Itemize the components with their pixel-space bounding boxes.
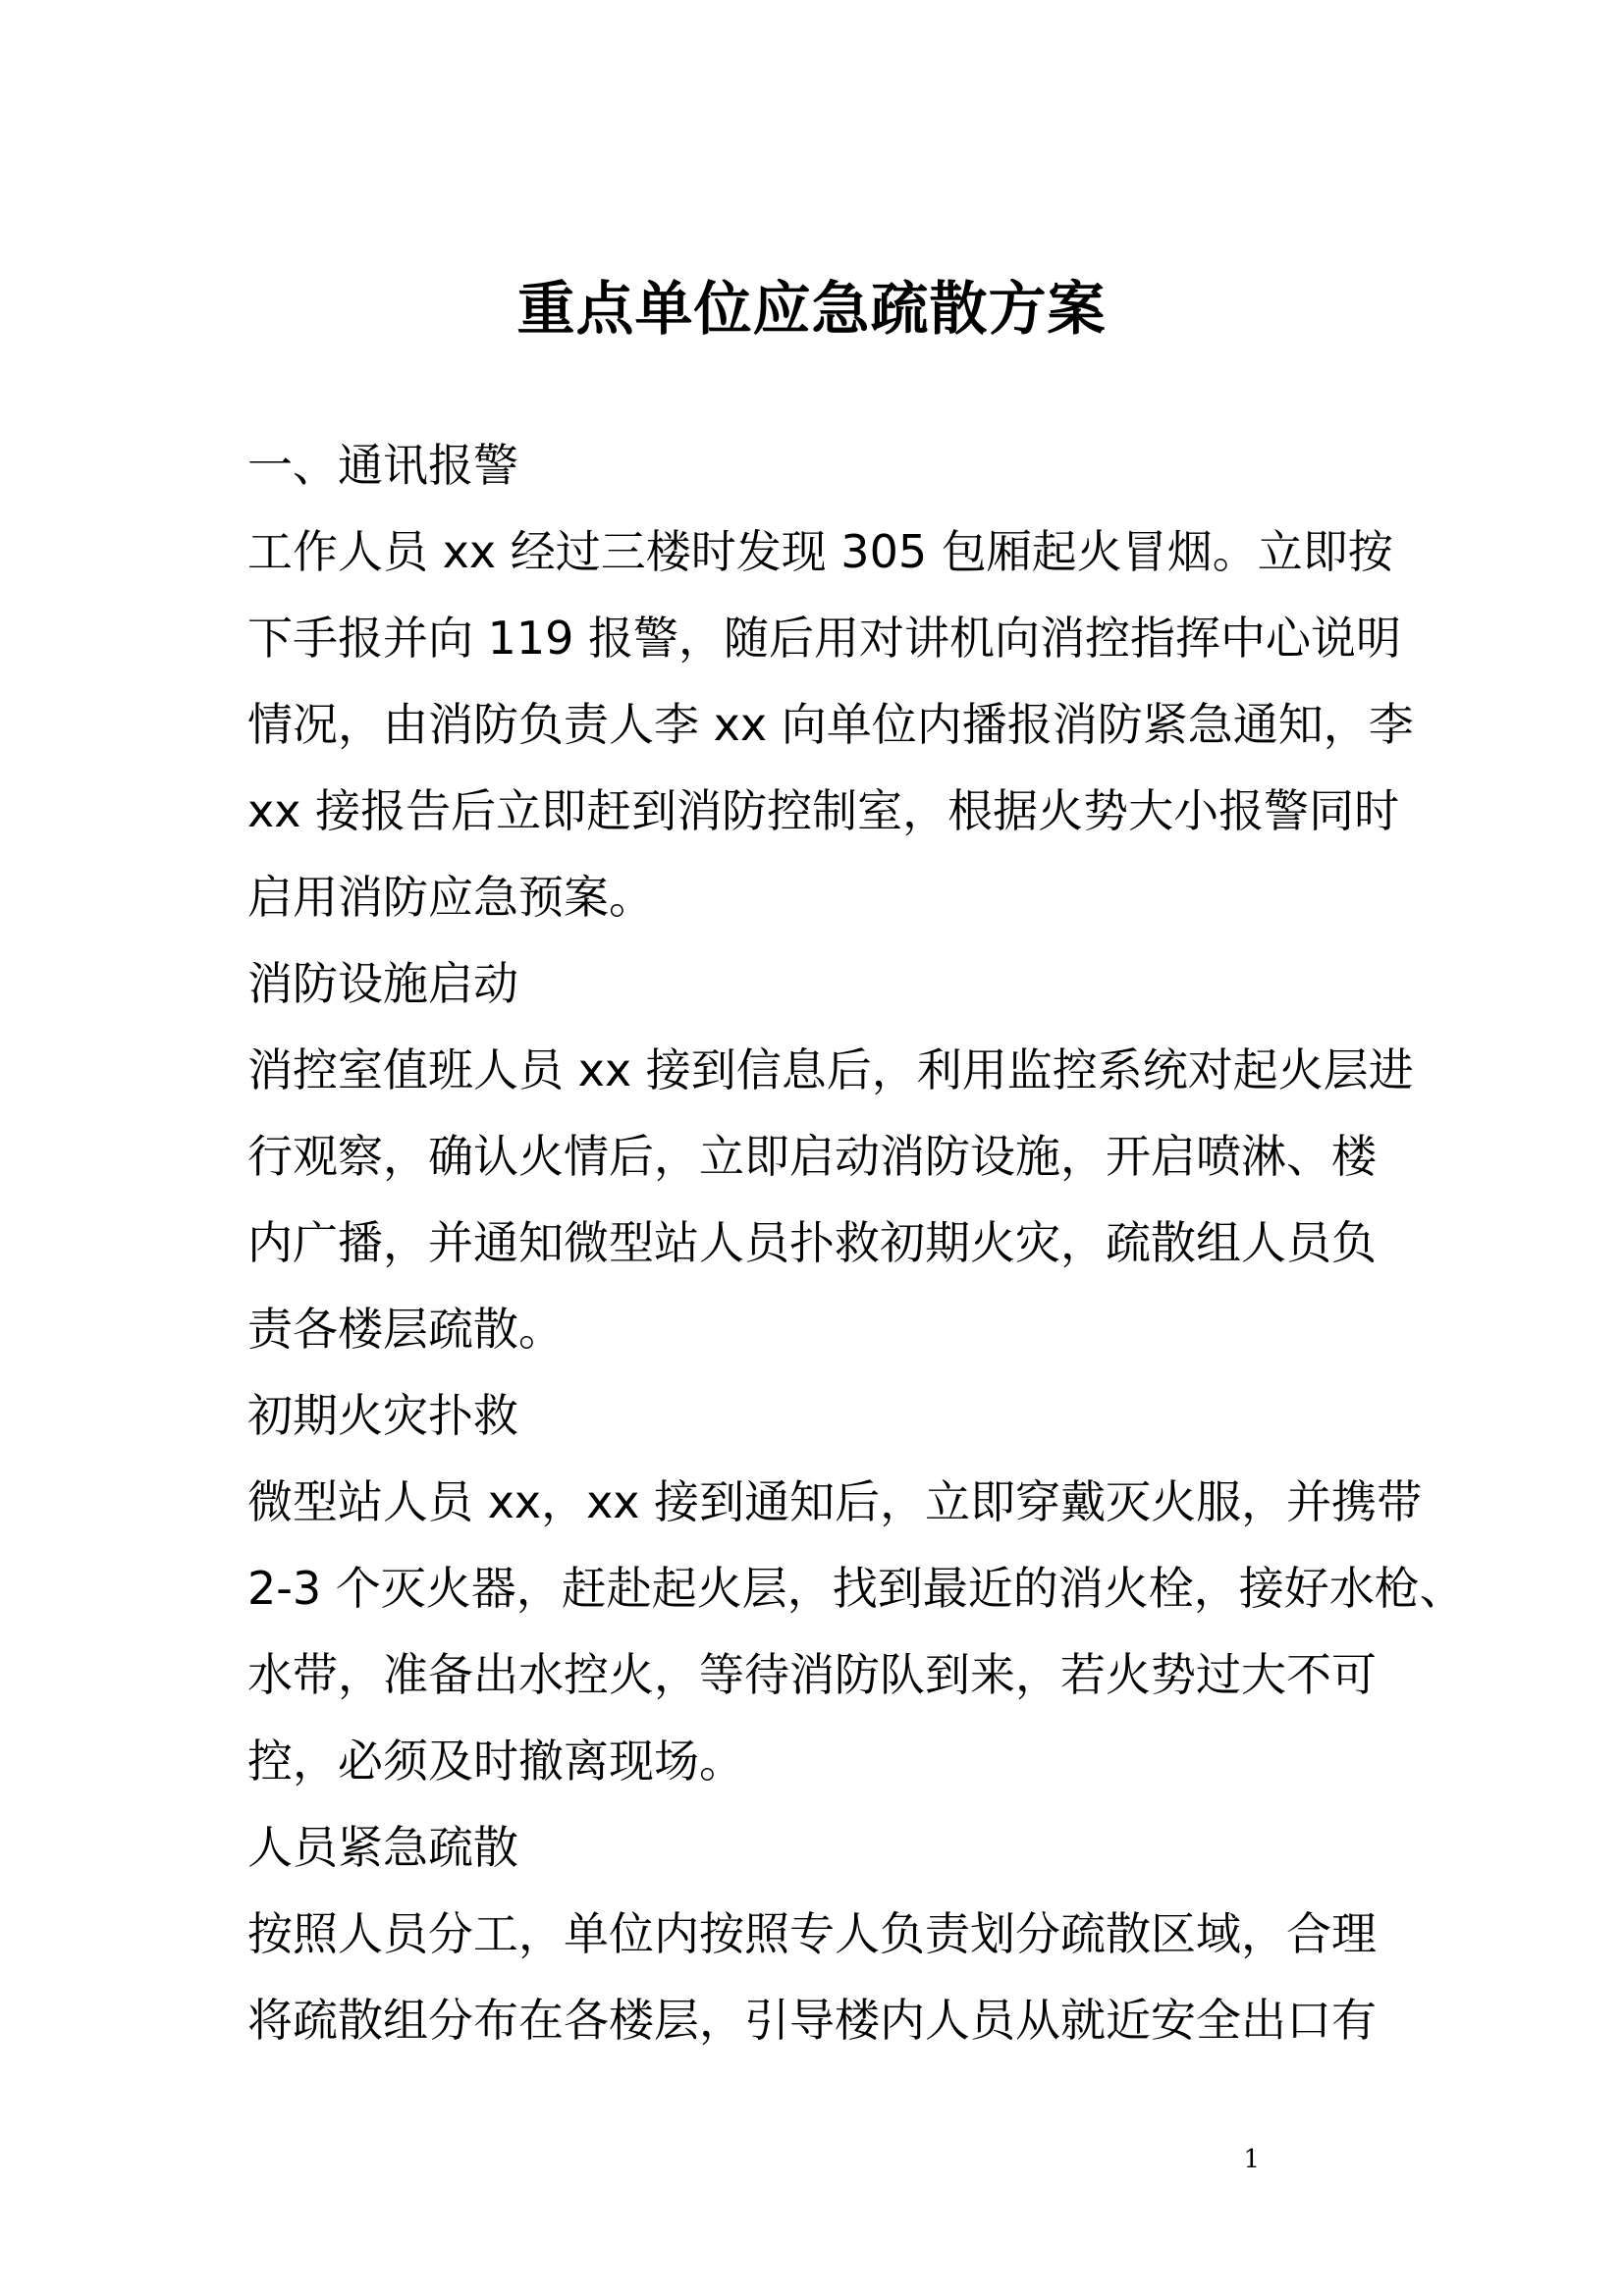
- paragraph-line: 内广播，并通知微型站人员扑救初期火灾，疏散组人员负: [247, 1216, 1377, 1269]
- paragraph-line: 消控室值班人员 xx 接到信息后，利用监控系统对起火层进: [247, 1043, 1414, 1096]
- section-heading-communication-alarm: 一、通讯报警: [247, 439, 518, 492]
- paragraph-line: 责各楼层疏散。: [247, 1303, 564, 1356]
- document-title: 重点单位应急疏散方案: [516, 275, 1107, 343]
- paragraph-line: 下手报并向 119 报警，随后用对讲机向消控指挥中心说明: [247, 612, 1402, 665]
- paragraph-line: 2-3 个灭火器，赶赴起火层，找到最近的消火栓，接好水枪、: [247, 1562, 1465, 1615]
- section-heading-fire-facilities-start: 消防设施启动: [247, 957, 518, 1010]
- document-body: [247, 422, 1465, 2063]
- page-number: 1: [1243, 2145, 1260, 2174]
- paragraph-line: 按照人员分工，单位内按照专人负责划分疏散区域，合理: [247, 1907, 1377, 1960]
- paragraph-line: 将疏散组分布在各楼层，引导楼内人员从就近安全出口有: [247, 1994, 1377, 2047]
- paragraph-line: 行观察，确认火情后，立即启动消防设施，开启喷淋、楼: [247, 1130, 1377, 1183]
- paragraph-line: 水带，准备出水控火，等待消防队到来，若火势过大不可: [247, 1648, 1377, 1701]
- paragraph-line: 控，必须及时撤离现场。: [247, 1735, 744, 1788]
- paragraph-line: 情况，由消防负责人李 xx 向单位内播报消防紧急通知，李: [247, 698, 1414, 751]
- section-heading-initial-fire-fighting: 初期火灾扑救: [247, 1389, 518, 1442]
- paragraph-line: 微型站人员 xx，xx 接到通知后，立即穿戴灭火服，并携带: [247, 1475, 1423, 1528]
- section-heading-emergency-evacuation: 人员紧急疏散: [247, 1821, 518, 1874]
- paragraph-line: 工作人员 xx 经过三楼时发现 305 包厢起火冒烟。立即按: [247, 525, 1393, 578]
- paragraph-line: xx 接报告后立即赶到消防控制室，根据火势大小报警同时: [247, 784, 1400, 837]
- paragraph-line: 启用消防应急预案。: [247, 871, 654, 924]
